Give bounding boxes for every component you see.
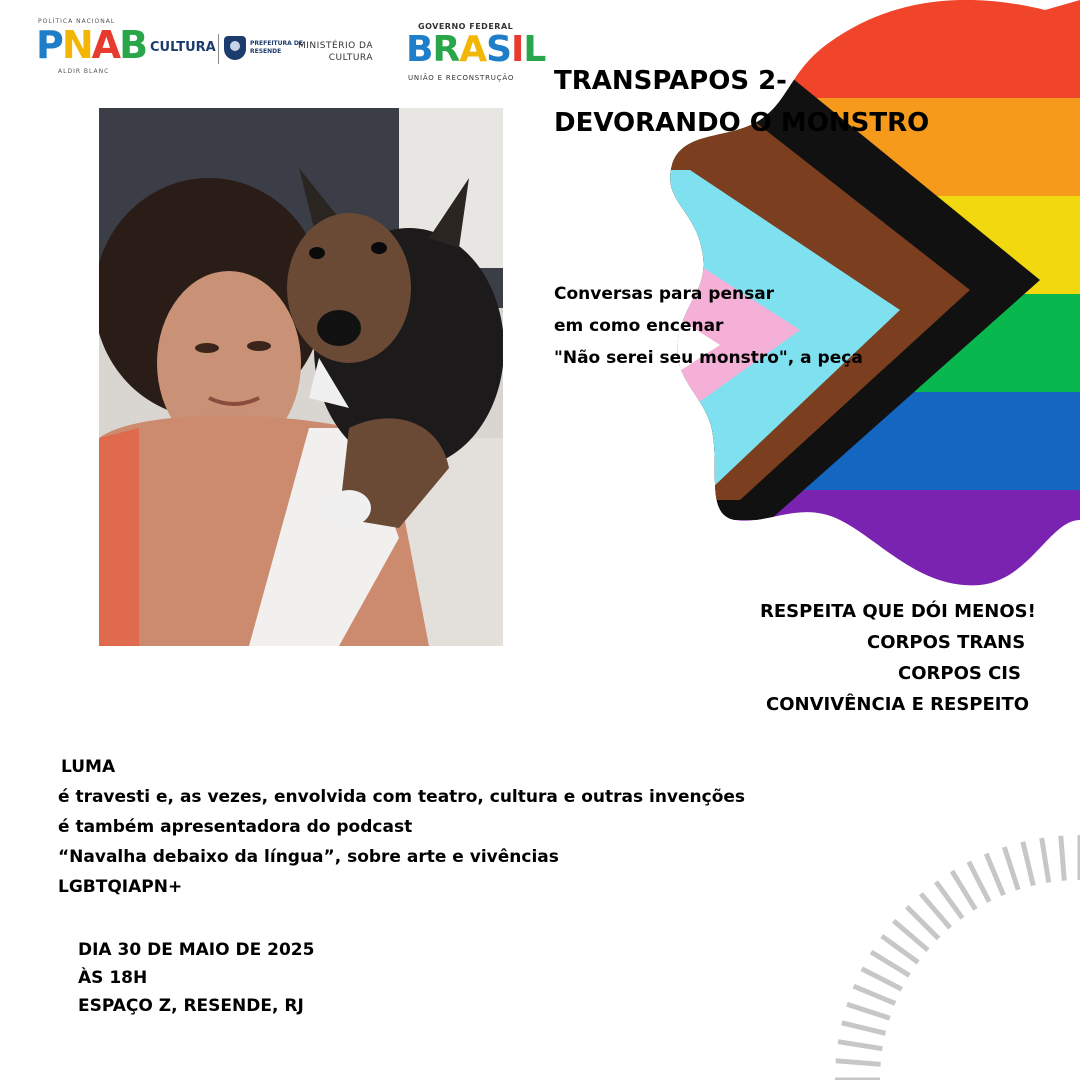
brasil-letter: I [511,29,524,70]
brasil-letter: S [486,29,511,70]
resende-text: PREFEITURA DE RESENDE [250,40,303,55]
slogan-line: CORPOS CIS [898,663,1021,684]
bio-line: LGBTQIAPN+ [58,877,183,897]
dial-tick [1023,842,1034,886]
brasil-letter: A [459,29,487,70]
brasil-letter: B [406,29,433,70]
dial-tick [842,1023,886,1034]
stripe-purple [650,490,1080,590]
dial-tick [847,1004,890,1018]
ministerio-logo: MINISTÉRIO DA CULTURA [298,41,373,63]
bio-line: é também apresentadora do podcast [58,817,413,837]
dial-tick [854,986,896,1003]
pnab-logo [36,18,147,80]
pnab-bottom-text: ALDIR BLANC [58,68,110,75]
dial-tick [986,854,1003,896]
dial-tick [952,871,976,909]
slogan-line: CONVIVÊNCIA E RESPEITO [766,694,1030,715]
slogan-line: RESPEITA QUE DÓI MENOS! [760,601,1036,622]
resende-logo [224,36,303,64]
governo-federal-logo [406,18,546,88]
dial-tick [836,1061,881,1065]
event-date: DIA 30 DE MAIO DE 2025 [78,940,315,960]
dial-tick [1042,838,1049,882]
crest-icon [224,36,246,60]
gov-bottom-text: UNIÃO E RECONSTRUÇÃO [408,74,515,82]
event-place: ESPAÇO Z, RESENDE, RJ [78,996,304,1016]
sponsor-logos [36,18,546,88]
pnab-letter: B [119,23,147,67]
pnab-top-text: POLÍTICA NACIONAL [38,18,116,25]
logo-divider [218,34,219,64]
dial-tick [871,952,909,976]
event-intro: Conversas para pensar em como encenar "Não serei seu monstro", a peça [554,284,863,368]
dial-tick [838,1042,882,1049]
pnab-letter: A [91,23,120,67]
gov-top-text: GOVERNO FEDERAL [418,22,514,31]
speaker-name: LUMA [61,757,116,777]
bio-line: é travesti e, as vezes, envolvida com teatro, cultura e outras invenções [58,787,746,807]
bio-line: “Navalha debaixo da língua”, sobre arte e vivências [58,847,559,867]
cultura-logo: CULTURA [150,40,216,55]
slogan-line: CORPOS TRANS [867,632,1026,653]
event-details [78,936,314,1020]
radial-tick-dial-icon [790,780,1080,1080]
brasil-wordmark [406,30,545,70]
brasil-letter: L [523,29,546,70]
brasil-letter: R [432,29,460,70]
portrait-photo [99,108,503,646]
speaker-bio [58,752,838,902]
event-title: TRANSPAPOS 2- DEVORANDO O MONSTRO [554,66,930,138]
pnab-wordmark [36,24,146,66]
event-time: ÀS 18H [78,968,148,988]
dial-tick [1061,836,1065,881]
pnab-letter: N [61,23,92,67]
dial-tick [969,862,989,902]
dial-tick [1004,847,1018,890]
pnab-letter: P [36,23,62,67]
dial-tick [862,969,902,989]
